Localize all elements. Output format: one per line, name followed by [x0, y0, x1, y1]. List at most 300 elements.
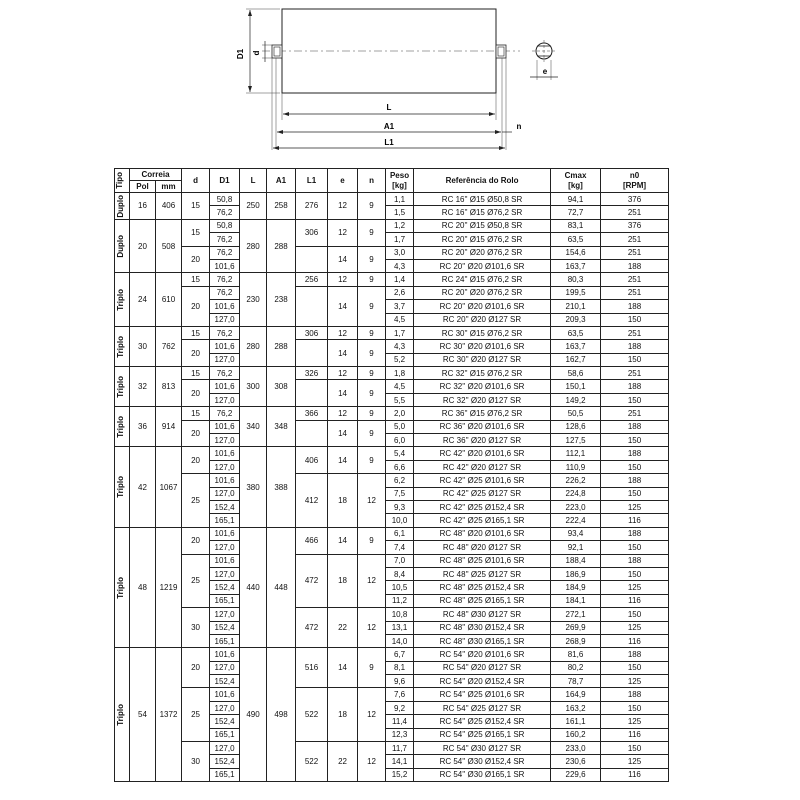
dim-label-L1: L1 — [384, 138, 394, 147]
cell-D1: 165,1 — [210, 594, 240, 607]
cell-cmax: 199,5 — [551, 286, 601, 299]
cell-referencia: RC 24'' Ø15 Ø76,2 SR — [414, 273, 551, 286]
cell-pol: 54 — [130, 648, 156, 782]
table-row — [115, 554, 669, 567]
cell-referencia: RC 48'' Ø25 Ø152,4 SR — [414, 581, 551, 594]
cell-tipo — [115, 407, 130, 447]
cell-referencia: RC 48'' Ø25 Ø165,1 SR — [414, 594, 551, 607]
cell-referencia: RC 42'' Ø25 Ø127 SR — [414, 487, 551, 500]
cell-n0: 150 — [601, 661, 669, 674]
cell-L: 490 — [240, 648, 267, 782]
cell-cmax: 112,1 — [551, 447, 601, 460]
cell-L1 — [296, 380, 328, 407]
cell-cmax: 80,2 — [551, 661, 601, 674]
cell-n: 9 — [358, 193, 386, 220]
table-row — [115, 286, 669, 299]
cell-peso: 14,1 — [386, 755, 414, 768]
cell-e: 12 — [328, 219, 358, 246]
cell-d: 20 — [182, 380, 210, 407]
cell-tipo — [115, 273, 130, 327]
cell-peso: 1,4 — [386, 273, 414, 286]
cell-cmax: 224,8 — [551, 487, 601, 500]
cell-L1: 306 — [296, 219, 328, 246]
cell-peso: 7,5 — [386, 487, 414, 500]
cell-referencia: RC 48'' Ø25 Ø127 SR — [414, 567, 551, 580]
cell-n: 12 — [358, 608, 386, 648]
cell-referencia: RC 54'' Ø25 Ø101,6 SR — [414, 688, 551, 701]
cell-peso: 4,3 — [386, 259, 414, 272]
cell-n0: 150 — [601, 701, 669, 714]
cell-cmax: 222,4 — [551, 514, 601, 527]
tipo-label: Duplo — [116, 234, 125, 258]
cell-n: 9 — [358, 219, 386, 246]
cell-e: 14 — [328, 340, 358, 367]
cell-d: 15 — [182, 193, 210, 220]
cell-n0: 188 — [601, 420, 669, 433]
cell-n0: 150 — [601, 434, 669, 447]
cell-L: 300 — [240, 367, 267, 407]
table-body — [115, 193, 669, 782]
cell-referencia: RC 48'' Ø20 Ø101,6 SR — [414, 527, 551, 540]
cell-peso: 4,5 — [386, 380, 414, 393]
cell-L1: 276 — [296, 193, 328, 220]
cell-peso: 8,1 — [386, 661, 414, 674]
cell-n: 9 — [358, 340, 386, 367]
dim-label-D1: D1 — [236, 48, 245, 60]
cell-referencia: RC 20'' Ø15 Ø50,8 SR — [414, 219, 551, 232]
cell-d: 20 — [182, 447, 210, 474]
cell-peso: 10,0 — [386, 514, 414, 527]
cell-n0: 251 — [601, 367, 669, 380]
table-row — [115, 193, 669, 206]
table-row — [115, 407, 669, 420]
cell-referencia: RC 42'' Ø25 Ø152,4 SR — [414, 500, 551, 513]
cell-d: 20 — [182, 527, 210, 554]
cell-L: 280 — [240, 326, 267, 366]
cell-mm: 1067 — [156, 447, 182, 527]
cell-D1: 101,6 — [210, 527, 240, 540]
cell-e: 14 — [328, 246, 358, 273]
tipo-label: Triplo — [116, 415, 125, 438]
cell-D1: 127,0 — [210, 487, 240, 500]
cell-L1: 522 — [296, 742, 328, 782]
cell-cmax: 163,7 — [551, 259, 601, 272]
cell-peso: 7,0 — [386, 554, 414, 567]
cell-L: 230 — [240, 273, 267, 327]
cell-cmax: 229,6 — [551, 768, 601, 781]
cell-n0: 150 — [601, 487, 669, 500]
cell-cmax: 127,5 — [551, 434, 601, 447]
cell-peso: 7,6 — [386, 688, 414, 701]
cell-D1: 76,2 — [210, 367, 240, 380]
cell-D1: 101,6 — [210, 259, 240, 272]
cell-referencia: RC 20'' Ø20 Ø127 SR — [414, 313, 551, 326]
cell-referencia: RC 32'' Ø15 Ø76,2 SR — [414, 367, 551, 380]
cell-peso: 6,6 — [386, 460, 414, 473]
cell-n0: 188 — [601, 554, 669, 567]
cell-L1: 466 — [296, 527, 328, 554]
cell-L1 — [296, 286, 328, 326]
cell-n: 9 — [358, 367, 386, 380]
cell-peso: 10,5 — [386, 581, 414, 594]
cell-referencia: RC 20'' Ø15 Ø76,2 SR — [414, 233, 551, 246]
cell-referencia: RC 54'' Ø25 Ø165,1 SR — [414, 728, 551, 741]
cell-peso: 1,7 — [386, 233, 414, 246]
cell-D1: 127,0 — [210, 393, 240, 406]
cell-n0: 150 — [601, 541, 669, 554]
cell-peso: 5,0 — [386, 420, 414, 433]
cell-pol: 16 — [130, 193, 156, 220]
cell-referencia: RC 32'' Ø20 Ø101,6 SR — [414, 380, 551, 393]
tipo-label: Triplo — [116, 375, 125, 398]
cell-tipo — [115, 447, 130, 527]
cell-referencia: RC 54'' Ø25 Ø152,4 SR — [414, 715, 551, 728]
cell-cmax: 184,1 — [551, 594, 601, 607]
cell-n0: 188 — [601, 300, 669, 313]
cell-n0: 251 — [601, 246, 669, 259]
cell-e: 18 — [328, 474, 358, 528]
cell-mm: 813 — [156, 367, 182, 407]
cell-n0: 251 — [601, 286, 669, 299]
cell-A1: 288 — [267, 326, 296, 366]
header-A1: A1 — [267, 169, 296, 193]
cell-n0: 150 — [601, 567, 669, 580]
cell-referencia: RC 42'' Ø25 Ø101,6 SR — [414, 474, 551, 487]
cell-e: 22 — [328, 608, 358, 648]
cell-A1: 258 — [267, 193, 296, 220]
cell-d: 15 — [182, 273, 210, 286]
header-cmax: Cmax [kg] — [551, 169, 601, 193]
cell-peso: 5,4 — [386, 447, 414, 460]
cell-peso: 4,3 — [386, 340, 414, 353]
cell-D1: 127,0 — [210, 742, 240, 755]
cell-n0: 125 — [601, 675, 669, 688]
cell-n: 9 — [358, 648, 386, 688]
cell-D1: 127,0 — [210, 608, 240, 621]
cell-e: 14 — [328, 447, 358, 474]
cell-tipo — [115, 193, 130, 220]
cell-cmax: 160,2 — [551, 728, 601, 741]
cell-A1: 498 — [267, 648, 296, 782]
cell-e: 12 — [328, 407, 358, 420]
cell-cmax: 209,3 — [551, 313, 601, 326]
cell-D1: 76,2 — [210, 206, 240, 219]
cell-D1: 101,6 — [210, 688, 240, 701]
cell-referencia: RC 20'' Ø20 Ø76,2 SR — [414, 246, 551, 259]
table-row — [115, 367, 669, 380]
cell-peso: 3,0 — [386, 246, 414, 259]
cell-e: 12 — [328, 193, 358, 220]
cell-L1: 366 — [296, 407, 328, 420]
cell-n0: 150 — [601, 460, 669, 473]
cell-n0: 125 — [601, 500, 669, 513]
dim-label-e: e — [542, 67, 548, 76]
cell-peso: 6,0 — [386, 434, 414, 447]
cell-n0: 125 — [601, 715, 669, 728]
cell-d: 20 — [182, 340, 210, 367]
cell-d: 25 — [182, 554, 210, 608]
cell-D1: 101,6 — [210, 554, 240, 567]
cell-n: 9 — [358, 420, 386, 447]
cell-n0: 188 — [601, 259, 669, 272]
cell-n0: 251 — [601, 206, 669, 219]
cell-d: 15 — [182, 326, 210, 339]
cell-referencia: RC 16'' Ø15 Ø50,8 SR — [414, 193, 551, 206]
cell-L1: 472 — [296, 554, 328, 608]
roller-spec-table — [114, 168, 669, 782]
cell-referencia: RC 42'' Ø20 Ø127 SR — [414, 460, 551, 473]
cell-peso: 11,2 — [386, 594, 414, 607]
cell-n0: 376 — [601, 193, 669, 206]
cell-D1: 165,1 — [210, 514, 240, 527]
cell-d: 30 — [182, 608, 210, 648]
cell-A1: 238 — [267, 273, 296, 327]
cell-n0: 116 — [601, 594, 669, 607]
cell-L1: 306 — [296, 326, 328, 339]
cell-peso: 6,2 — [386, 474, 414, 487]
tipo-label: Triplo — [116, 288, 125, 311]
cell-pol: 36 — [130, 407, 156, 447]
cell-referencia: RC 54'' Ø20 Ø152,4 SR — [414, 675, 551, 688]
cell-cmax: 110,9 — [551, 460, 601, 473]
cell-A1: 448 — [267, 527, 296, 648]
cell-referencia: RC 32'' Ø20 Ø127 SR — [414, 393, 551, 406]
cell-cmax: 93,4 — [551, 527, 601, 540]
cell-D1: 101,6 — [210, 420, 240, 433]
cell-cmax: 72,7 — [551, 206, 601, 219]
cell-mm: 508 — [156, 219, 182, 273]
cell-D1: 50,8 — [210, 219, 240, 232]
cell-cmax: 92,1 — [551, 541, 601, 554]
dim-label-n: n — [516, 122, 522, 131]
cell-L: 340 — [240, 407, 267, 447]
cell-mm: 762 — [156, 326, 182, 366]
cell-referencia: RC 48'' Ø25 Ø101,6 SR — [414, 554, 551, 567]
cell-cmax: 63,5 — [551, 326, 601, 339]
cell-e: 14 — [328, 286, 358, 326]
cell-D1: 50,8 — [210, 193, 240, 206]
cell-referencia: RC 30'' Ø20 Ø101,6 SR — [414, 340, 551, 353]
cell-pol: 32 — [130, 367, 156, 407]
header-correia: Correia — [130, 169, 182, 181]
cell-referencia: RC 48'' Ø20 Ø127 SR — [414, 541, 551, 554]
cell-cmax: 163,2 — [551, 701, 601, 714]
header-L1: L1 — [296, 169, 328, 193]
cell-referencia: RC 48'' Ø30 Ø165,1 SR — [414, 634, 551, 647]
cell-referencia: RC 30'' Ø15 Ø76,2 SR — [414, 326, 551, 339]
cell-L1: 472 — [296, 608, 328, 648]
cell-D1: 152,4 — [210, 581, 240, 594]
cell-tipo — [115, 527, 130, 648]
cell-n: 9 — [358, 246, 386, 273]
header-mm: mm — [156, 181, 182, 193]
cell-n0: 150 — [601, 393, 669, 406]
cell-tipo — [115, 367, 130, 407]
cell-cmax: 78,7 — [551, 675, 601, 688]
cell-cmax: 149,2 — [551, 393, 601, 406]
cell-n0: 188 — [601, 340, 669, 353]
cell-n0: 251 — [601, 233, 669, 246]
cell-d: 20 — [182, 648, 210, 688]
header-pol: Pol — [130, 181, 156, 193]
cell-mm: 1219 — [156, 527, 182, 648]
cell-peso: 10,8 — [386, 608, 414, 621]
header-d: d — [182, 169, 210, 193]
cell-n0: 251 — [601, 326, 669, 339]
cell-L1 — [296, 246, 328, 273]
cell-n0: 188 — [601, 688, 669, 701]
cell-d: 20 — [182, 420, 210, 447]
dim-label-A1: A1 — [383, 122, 395, 131]
cell-D1: 101,6 — [210, 447, 240, 460]
cell-n: 9 — [358, 527, 386, 554]
header-D1: D1 — [210, 169, 240, 193]
cell-n: 12 — [358, 554, 386, 608]
cell-cmax: 150,1 — [551, 380, 601, 393]
cell-L: 380 — [240, 447, 267, 527]
cell-cmax: 80,3 — [551, 273, 601, 286]
cell-peso: 3,7 — [386, 300, 414, 313]
cell-e: 18 — [328, 688, 358, 742]
cell-L1: 412 — [296, 474, 328, 528]
cell-mm: 914 — [156, 407, 182, 447]
cell-n0: 188 — [601, 527, 669, 540]
cell-referencia: RC 54'' Ø30 Ø127 SR — [414, 742, 551, 755]
header-e: e — [328, 169, 358, 193]
cell-n0: 188 — [601, 648, 669, 661]
roller-technical-drawing — [0, 0, 800, 160]
cell-peso: 5,2 — [386, 353, 414, 366]
cell-L1: 516 — [296, 648, 328, 688]
cell-L1: 326 — [296, 367, 328, 380]
cell-peso: 1,1 — [386, 193, 414, 206]
cell-pol: 42 — [130, 447, 156, 527]
cell-peso: 1,5 — [386, 206, 414, 219]
cell-cmax: 154,6 — [551, 246, 601, 259]
cell-e: 14 — [328, 420, 358, 447]
cell-D1: 127,0 — [210, 313, 240, 326]
cell-referencia: RC 20'' Ø20 Ø101,6 SR — [414, 300, 551, 313]
cell-tipo — [115, 326, 130, 366]
table-row — [115, 420, 669, 433]
header-n: n — [358, 169, 386, 193]
cell-D1: 165,1 — [210, 768, 240, 781]
cell-d: 25 — [182, 688, 210, 742]
cell-peso: 1,8 — [386, 367, 414, 380]
cell-D1: 101,6 — [210, 474, 240, 487]
table-row — [115, 527, 669, 540]
header-referencia: Referência do Rolo — [414, 169, 551, 193]
table-row — [115, 608, 669, 621]
cell-cmax: 50,5 — [551, 407, 601, 420]
cell-n0: 116 — [601, 768, 669, 781]
cell-referencia: RC 30'' Ø20 Ø127 SR — [414, 353, 551, 366]
cell-pol: 48 — [130, 527, 156, 648]
cell-D1: 127,0 — [210, 661, 240, 674]
cell-cmax: 81,6 — [551, 648, 601, 661]
cell-peso: 4,5 — [386, 313, 414, 326]
cell-e: 12 — [328, 326, 358, 339]
table-row — [115, 380, 669, 393]
cell-n0: 116 — [601, 728, 669, 741]
cell-D1: 165,1 — [210, 728, 240, 741]
cell-peso: 5,5 — [386, 393, 414, 406]
cell-L1 — [296, 420, 328, 447]
cell-peso: 11,7 — [386, 742, 414, 755]
cell-D1: 127,0 — [210, 353, 240, 366]
cell-e: 14 — [328, 380, 358, 407]
cell-L1: 522 — [296, 688, 328, 742]
tipo-label: Triplo — [116, 576, 125, 599]
cell-n: 12 — [358, 742, 386, 782]
cell-n: 9 — [358, 407, 386, 420]
cell-cmax: 94,1 — [551, 193, 601, 206]
cell-D1: 76,2 — [210, 273, 240, 286]
cell-cmax: 83,1 — [551, 219, 601, 232]
cell-peso: 9,6 — [386, 675, 414, 688]
cell-mm: 1372 — [156, 648, 182, 782]
cell-L: 440 — [240, 527, 267, 648]
cell-d: 15 — [182, 407, 210, 420]
cell-n: 9 — [358, 326, 386, 339]
cell-D1: 101,6 — [210, 300, 240, 313]
cell-e: 14 — [328, 527, 358, 554]
cell-pol: 20 — [130, 219, 156, 273]
cell-peso: 2,0 — [386, 407, 414, 420]
cell-cmax: 163,7 — [551, 340, 601, 353]
cell-peso: 9,3 — [386, 500, 414, 513]
table-row — [115, 688, 669, 701]
cell-e: 14 — [328, 648, 358, 688]
cell-cmax: 233,0 — [551, 742, 601, 755]
cell-d: 15 — [182, 219, 210, 246]
cell-pol: 24 — [130, 273, 156, 327]
cell-cmax: 58,6 — [551, 367, 601, 380]
cell-D1: 127,0 — [210, 567, 240, 580]
cell-n: 9 — [358, 273, 386, 286]
dim-label-L: L — [386, 103, 392, 112]
cell-cmax: 268,9 — [551, 634, 601, 647]
cell-D1: 127,0 — [210, 541, 240, 554]
cell-D1: 152,4 — [210, 621, 240, 634]
cell-D1: 76,2 — [210, 326, 240, 339]
cell-cmax: 226,2 — [551, 474, 601, 487]
cell-D1: 76,2 — [210, 246, 240, 259]
cell-D1: 165,1 — [210, 634, 240, 647]
cell-d: 30 — [182, 742, 210, 782]
cell-D1: 76,2 — [210, 407, 240, 420]
table-row — [115, 219, 669, 232]
cell-pol: 30 — [130, 326, 156, 366]
cell-peso: 1,2 — [386, 219, 414, 232]
cell-n: 9 — [358, 447, 386, 474]
cell-peso: 7,4 — [386, 541, 414, 554]
cell-cmax: 223,0 — [551, 500, 601, 513]
cell-referencia: RC 54'' Ø30 Ø152,4 SR — [414, 755, 551, 768]
header-n0: n0 [RPM] — [601, 169, 669, 193]
cell-cmax: 164,9 — [551, 688, 601, 701]
cell-peso: 8,4 — [386, 567, 414, 580]
cell-cmax: 63,5 — [551, 233, 601, 246]
cell-D1: 152,4 — [210, 755, 240, 768]
cell-D1: 76,2 — [210, 286, 240, 299]
tipo-label: Duplo — [116, 194, 125, 218]
cell-referencia: RC 48'' Ø30 Ø152,4 SR — [414, 621, 551, 634]
cell-peso: 11,4 — [386, 715, 414, 728]
cell-n0: 150 — [601, 742, 669, 755]
cell-n: 12 — [358, 688, 386, 742]
cell-D1: 101,6 — [210, 380, 240, 393]
